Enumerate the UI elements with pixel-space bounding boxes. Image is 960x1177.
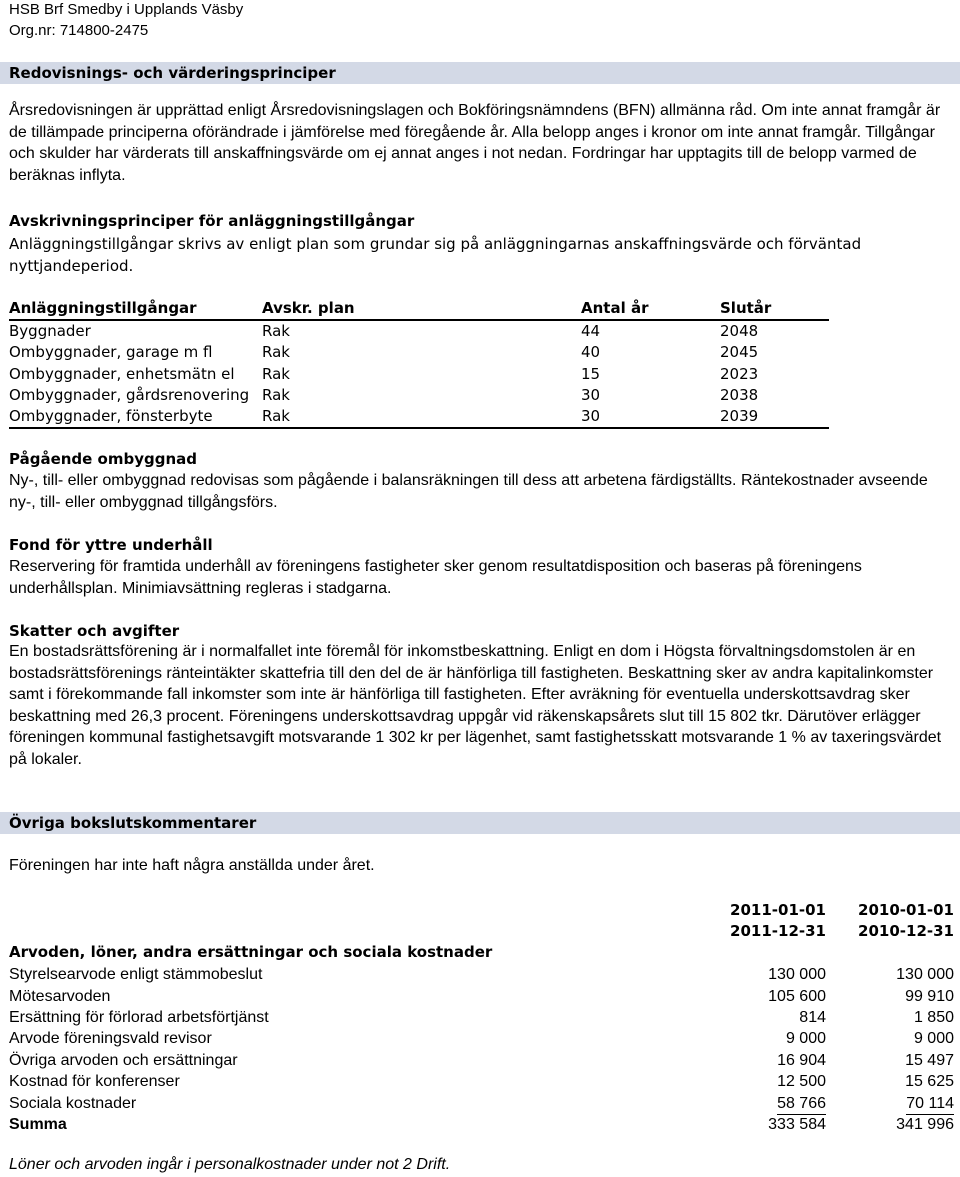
row-label: Kostnad för konferenser xyxy=(9,1073,180,1091)
asset-name: Ombyggnader, garage m fl xyxy=(9,343,213,362)
table-row xyxy=(9,1050,954,1071)
asset-name: Ombyggnader, enhetsmätn el xyxy=(9,364,235,383)
depreciation-paragraph: Anläggningstillgångar skrivs av enligt plan som grundar sig på anläggningarnas anskaffningsvärde och förväntad nyttjandeperiod. xyxy=(9,235,862,275)
asset-plan: Rak xyxy=(262,343,290,362)
row-value-2011: 12 500 xyxy=(777,1073,826,1091)
taxes-paragraph: En bostadsrättsförening är i normalfallet inte föremål för inkomstbeskattning. Enligt en dom i Högsta förvaltningsdomstolen är en bostadsrättsförenings ränteintäkter skattefria till den del de är hänförliga till fastigheten. Beskattning sker av andra kapitalinkomster samt i förekommande fall inkomster som inte är hänförliga till fastigheten. Efter avräkning för eventuella underskottsavdrag sker beskattning med 26,3 procent. Föreningens underskottsavdrag uppgår vid räkenskapsårets slut till 15 802 tkr. Därutöver erlägger föreningen kommunal fastighetsavgift motsvarande 1 302 kr per lägenhet, samt fastighetsskatt motsvarande 1 % av taxeringsvärdet på lokaler. xyxy=(9,643,942,768)
period-1-start: 2011-01-01 xyxy=(730,901,826,919)
header-depreciation-plan: Avskr. plan xyxy=(262,299,355,317)
row-value-2011: 16 904 xyxy=(777,1051,826,1069)
asset-name: Ombyggnader, gårdsrenovering xyxy=(9,385,250,404)
footnote: Löner och arvoden ingår i personalkostnader under not 2 Drift. xyxy=(9,1156,451,1173)
row-value-2010: 130 000 xyxy=(896,966,954,984)
asset-years: 30 xyxy=(581,385,601,404)
period-end-row xyxy=(9,921,954,962)
row-value-2010: 9 000 xyxy=(913,1030,954,1048)
table-row xyxy=(9,964,954,985)
table-row xyxy=(9,986,954,1007)
asset-name: Ombyggnader, fönsterbyte xyxy=(9,407,213,426)
header-years: Antal år xyxy=(581,299,649,317)
row-label: Ersättning för förlorad arbetsförtjänst xyxy=(9,1008,269,1026)
total-value-2011: 333 584 xyxy=(768,1115,826,1133)
row-value-2010: 1 850 xyxy=(913,1008,954,1026)
row-value-2010: 70 114 xyxy=(906,1093,954,1115)
section-title-other-comments: Övriga bokslutskommentarer xyxy=(0,812,960,834)
ongoing-renovation-paragraph: Ny-, till- eller ombyggnad redovisas som pågående i balansräkningen till dess att arbetena färdigställts. Räntekostnader avseende ny-, till- eller ombyggnad tillgångsförs. xyxy=(9,472,928,511)
total-label: Summa xyxy=(9,1115,67,1133)
maintenance-fund-heading: Fond för yttre underhåll xyxy=(9,536,213,554)
row-label: Sociala kostnader xyxy=(9,1094,137,1112)
category-heading: Arvoden, löner, andra ersättningar och sociala kostnader xyxy=(9,943,493,962)
header-assets: Anläggningstillgångar xyxy=(9,299,197,317)
organization-number: Org.nr: 714800-2475 xyxy=(9,22,149,39)
employees-note: Föreningen har inte haft några anställda under året. xyxy=(9,857,375,874)
row-value-2010: 15 625 xyxy=(905,1073,954,1091)
asset-plan: Rak xyxy=(262,364,290,383)
row-label: Mötesarvoden xyxy=(9,987,111,1005)
taxes-heading: Skatter och avgifter xyxy=(9,622,180,640)
period-1-end: 2011-12-31 xyxy=(730,922,826,941)
table-row xyxy=(9,1071,954,1092)
period-2-end: 2010-12-31 xyxy=(858,922,954,941)
spacer-row xyxy=(9,943,954,964)
total-value-2010: 341 996 xyxy=(896,1115,954,1133)
organization-name: HSB Brf Smedby i Upplands Väsby xyxy=(9,1,244,18)
row-value-2010: 99 910 xyxy=(905,987,954,1005)
table-row xyxy=(9,342,829,363)
asset-plan: Rak xyxy=(262,407,290,426)
asset-years: 40 xyxy=(581,343,601,362)
table-row xyxy=(9,1093,954,1114)
asset-years: 30 xyxy=(581,407,601,426)
table-row xyxy=(9,385,829,406)
remuneration-table xyxy=(9,900,954,1135)
section-title-accounting-principles: Redovisnings- och värderingsprinciper xyxy=(0,62,960,84)
total-row xyxy=(9,1114,954,1135)
asset-end-year: 2038 xyxy=(720,385,759,404)
table-row xyxy=(9,1028,954,1049)
row-value-2011: 105 600 xyxy=(768,987,826,1005)
table-row xyxy=(9,364,829,385)
intro-paragraph: Årsredovisningen är upprättad enligt Årsredovisningslagen och Bokföringsnämndens (BFN) allmänna råd. Om inte annat framgår är de tillämpade principerna oförändrade i jämförelse med föregående år. Alla belopp anges i kronor om inte annat framgår. Tillgångar och skulder har värderats till anskaffningsvärde om ej annat anges i not nedan. Fordringar har upptagits till de belopp varmed de beräknas inflyta. xyxy=(9,102,941,184)
row-label: Arvode föreningsvald revisor xyxy=(9,1030,212,1048)
row-value-2011: 814 xyxy=(799,1008,826,1026)
asset-end-year: 2048 xyxy=(720,322,759,340)
depreciation-heading: Avskrivningsprinciper för anläggningstillgångar xyxy=(9,212,415,230)
asset-end-year: 2023 xyxy=(720,364,759,383)
asset-depreciation-table xyxy=(9,298,829,429)
row-value-2011: 130 000 xyxy=(768,966,826,984)
period-start-row xyxy=(9,900,954,921)
period-2-start: 2010-01-01 xyxy=(858,901,954,919)
asset-table-header xyxy=(9,298,829,321)
row-value-2010: 15 497 xyxy=(905,1051,954,1069)
asset-end-year: 2045 xyxy=(720,343,759,362)
asset-name: Byggnader xyxy=(9,322,91,340)
asset-plan: Rak xyxy=(262,322,290,340)
asset-plan: Rak xyxy=(262,385,290,404)
row-label: Övriga arvoden och ersättningar xyxy=(9,1051,238,1069)
table-row xyxy=(9,321,829,342)
row-value-2011: 9 000 xyxy=(785,1030,826,1048)
row-value-2011: 58 766 xyxy=(777,1093,826,1115)
table-row xyxy=(9,406,829,429)
asset-years: 44 xyxy=(581,322,601,340)
row-label: Styrelsearvode enligt stämmobeslut xyxy=(9,966,263,984)
header-end-year: Slutår xyxy=(720,299,772,317)
table-row xyxy=(9,1007,954,1028)
asset-years: 15 xyxy=(581,364,601,383)
ongoing-renovation-heading: Pågående ombyggnad xyxy=(9,450,198,468)
asset-end-year: 2039 xyxy=(720,407,759,426)
maintenance-fund-paragraph: Reservering för framtida underhåll av föreningens fastigheter sker genom resultatdisposition och baseras på föreningens underhållsplan. Minimiavsättning regleras i stadgarna. xyxy=(9,558,862,597)
